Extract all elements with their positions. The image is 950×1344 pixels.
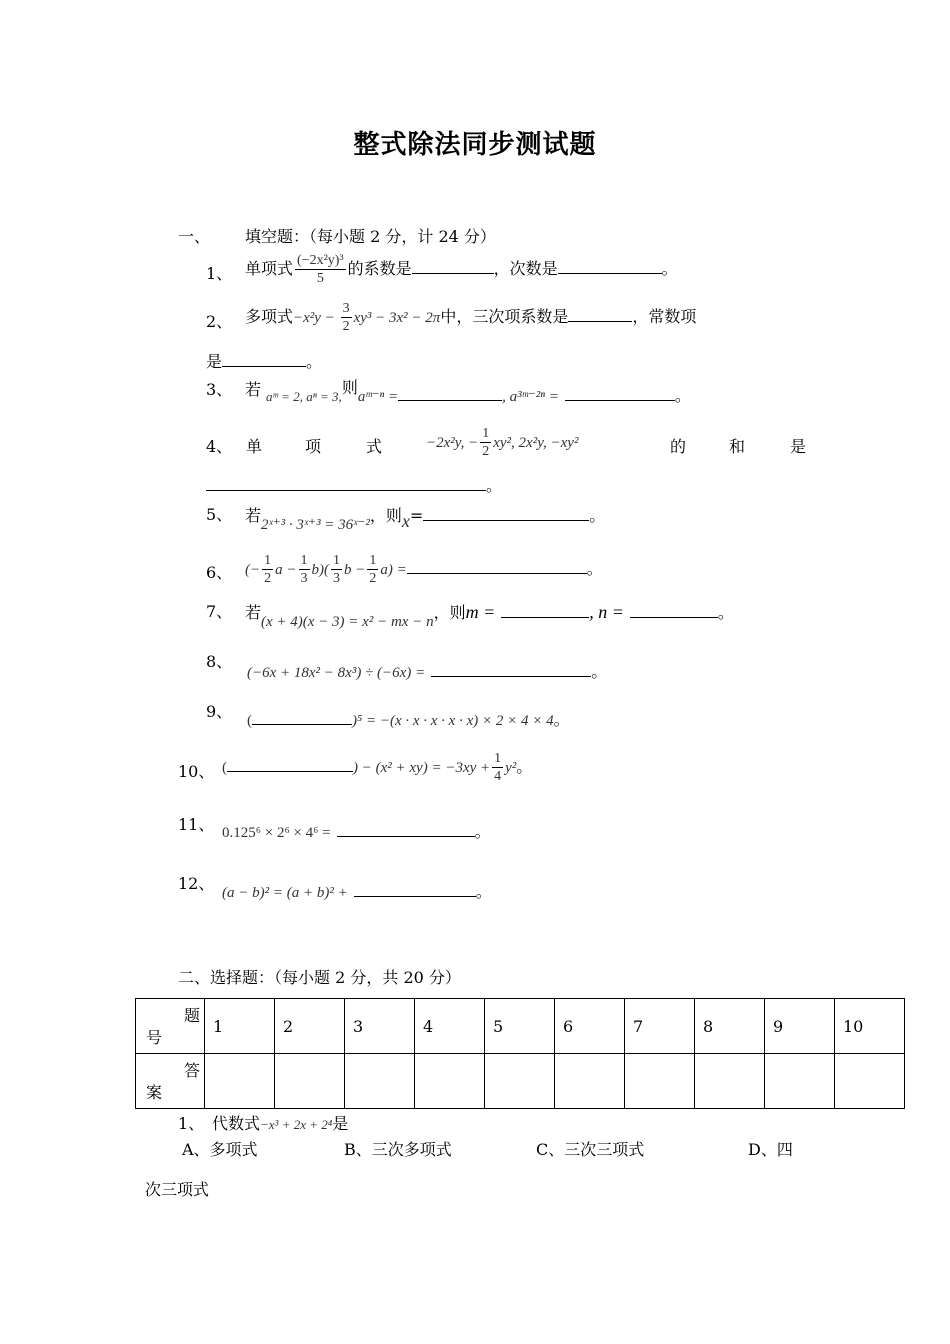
mc1-option-c[interactable]: C、三次三项式 — [536, 1140, 645, 1159]
answer-cell[interactable] — [415, 1054, 485, 1109]
question-8: (−6x + 18x² − 8x³) ÷ (−6x) = 。 — [247, 662, 608, 681]
q1-blank-degree[interactable] — [558, 259, 662, 274]
q4-word-3: 式 — [366, 437, 383, 456]
q3-blank-2[interactable] — [565, 386, 675, 401]
answer-cell[interactable] — [485, 1054, 555, 1109]
q1-number: 1、 — [206, 264, 233, 283]
q4-line2: 。 — [206, 476, 502, 496]
q4-word-6: 是 — [790, 437, 807, 456]
section2-heading: 二、选择题：（每小题 2 分，共 20 分） — [178, 968, 461, 987]
q6-number: 6、 — [206, 563, 233, 582]
q4-word-4: 的 — [670, 437, 687, 456]
question-10: ( ) − (x² + xy) = −3xy + $\frac{1}{4}$ y²。 — [222, 751, 533, 784]
q12-blank[interactable] — [354, 882, 476, 897]
question-number-cell: 1 — [205, 999, 275, 1054]
answer-table-answer-row — [136, 1054, 905, 1109]
mc1-option-d[interactable]: D、四 — [748, 1140, 793, 1159]
question-1: 单项式 $\frac{\text{(−2x²y)³}}{5}$ 的系数是 ，次数是 。 — [245, 253, 678, 286]
q10-number: 10、 — [178, 762, 215, 781]
section1-heading: 填空题：（每小题 2 分，计 24 分） — [245, 227, 496, 246]
question-3: aᵐ = 2, aⁿ = 3,则aᵐ⁻ⁿ = , a³ᵐ⁻²ⁿ = 。 — [266, 378, 691, 405]
q3-blank-1[interactable] — [398, 386, 502, 401]
answer-cell[interactable] — [765, 1054, 835, 1109]
page-title: 整式除法同步测试题 — [353, 130, 597, 160]
answer-cell[interactable] — [345, 1054, 415, 1109]
answer-cell[interactable] — [205, 1054, 275, 1109]
q2-fraction: $\frac{3}{2}$ — [342, 301, 350, 334]
q4-expression: −2x²y, − $\frac{1}{2}$ xy², 2x²y, −xy² — [426, 426, 579, 459]
answer-table-header-row — [136, 999, 905, 1054]
answer-table — [135, 998, 905, 1109]
section1-number: 一、 — [178, 227, 211, 246]
q2-number: 2、 — [206, 312, 233, 331]
q1-fraction: $\frac{\text{(−2x²y)³}}{5}$ — [297, 253, 344, 286]
question-number-cell: 8 — [695, 999, 765, 1054]
header-label-cell: 题 号 — [136, 999, 205, 1054]
q3-number: 3、 — [206, 380, 233, 399]
q11-number: 11、 — [178, 815, 215, 834]
q7-blank-m[interactable] — [501, 603, 589, 618]
q9-number: 9、 — [206, 702, 233, 721]
question-9: ( )⁵ = −(x · x · x · x · x) × 2 × 4 × 4。 — [247, 710, 570, 729]
q8-number: 8、 — [206, 652, 233, 671]
q9-blank[interactable] — [252, 710, 352, 725]
q4-word-1: 单 — [246, 437, 263, 456]
q5-number: 5、 — [206, 505, 233, 524]
answer-cell[interactable] — [555, 1054, 625, 1109]
mc1-question: 代数式−x³ + 2x + 2⁴是 — [212, 1114, 349, 1133]
mc1-option-d-continued: 次三项式 — [145, 1180, 210, 1199]
q6-blank[interactable] — [407, 559, 587, 574]
question-2: 多项式−x²y − $\frac{3}{2}$ xy³ − 3x² − 2π中，三次项系数是 ，常数项 — [245, 301, 697, 334]
q7-number: 7、 — [206, 602, 233, 621]
q1-blank-coefficient[interactable] — [412, 259, 494, 274]
question-6: (− $\frac{1}{2}$ a − $\frac{1}{3}$ b)( $\frac{1}{3}$ b − $\frac{1}{2}$ a) = 。 — [245, 553, 603, 586]
answer-cell[interactable] — [625, 1054, 695, 1109]
mc1-option-a[interactable]: A、多项式 — [182, 1140, 258, 1159]
q1-text: 单项式 — [245, 259, 294, 278]
q12-number: 12、 — [178, 874, 215, 893]
q5-blank[interactable] — [423, 506, 589, 521]
answer-cell[interactable] — [275, 1054, 345, 1109]
q4-number: 4、 — [206, 437, 233, 456]
answer-label-cell: 答 案 — [136, 1054, 205, 1109]
q8-blank[interactable] — [431, 662, 591, 677]
question-number-cell: 4 — [415, 999, 485, 1054]
answer-cell[interactable] — [695, 1054, 765, 1109]
question-5: 若2ˣ⁺³ · 3ˣ⁺³ = 36ˣ⁻²，则x= 。 — [245, 506, 606, 533]
q2-line2: 是 。 — [206, 352, 323, 371]
answer-cell[interactable] — [835, 1054, 905, 1109]
q4-blank[interactable] — [206, 476, 486, 491]
q11-blank[interactable] — [337, 822, 475, 837]
question-number-cell: 9 — [765, 999, 835, 1054]
q4-word-2: 项 — [305, 437, 322, 456]
question-number-cell: 6 — [555, 999, 625, 1054]
q10-blank[interactable] — [227, 757, 353, 772]
question-number-cell: 2 — [275, 999, 345, 1054]
question-12: (a − b)² = (a + b)² + 。 — [222, 882, 492, 901]
mc1-number: 1、 — [178, 1114, 205, 1133]
question-number-cell: 7 — [625, 999, 695, 1054]
q7-blank-n[interactable] — [630, 603, 718, 618]
mc1-option-b[interactable]: B、三次多项式 — [344, 1140, 452, 1159]
question-number-cell: 5 — [485, 999, 555, 1054]
question-11: 0.125⁶ × 2⁶ × 4⁶ = 。 — [222, 822, 491, 841]
q3-pre: 若 — [245, 380, 262, 399]
question-number-cell: 10 — [835, 999, 905, 1054]
question-7: 若(x + 4)(x − 3) = x² − mx − n，则m = , n = 。 — [245, 602, 734, 630]
q4-word-5: 和 — [729, 437, 746, 456]
question-number-cell: 3 — [345, 999, 415, 1054]
q2-blank-coefficient[interactable] — [568, 307, 632, 322]
q2-blank-constant[interactable] — [222, 352, 306, 367]
